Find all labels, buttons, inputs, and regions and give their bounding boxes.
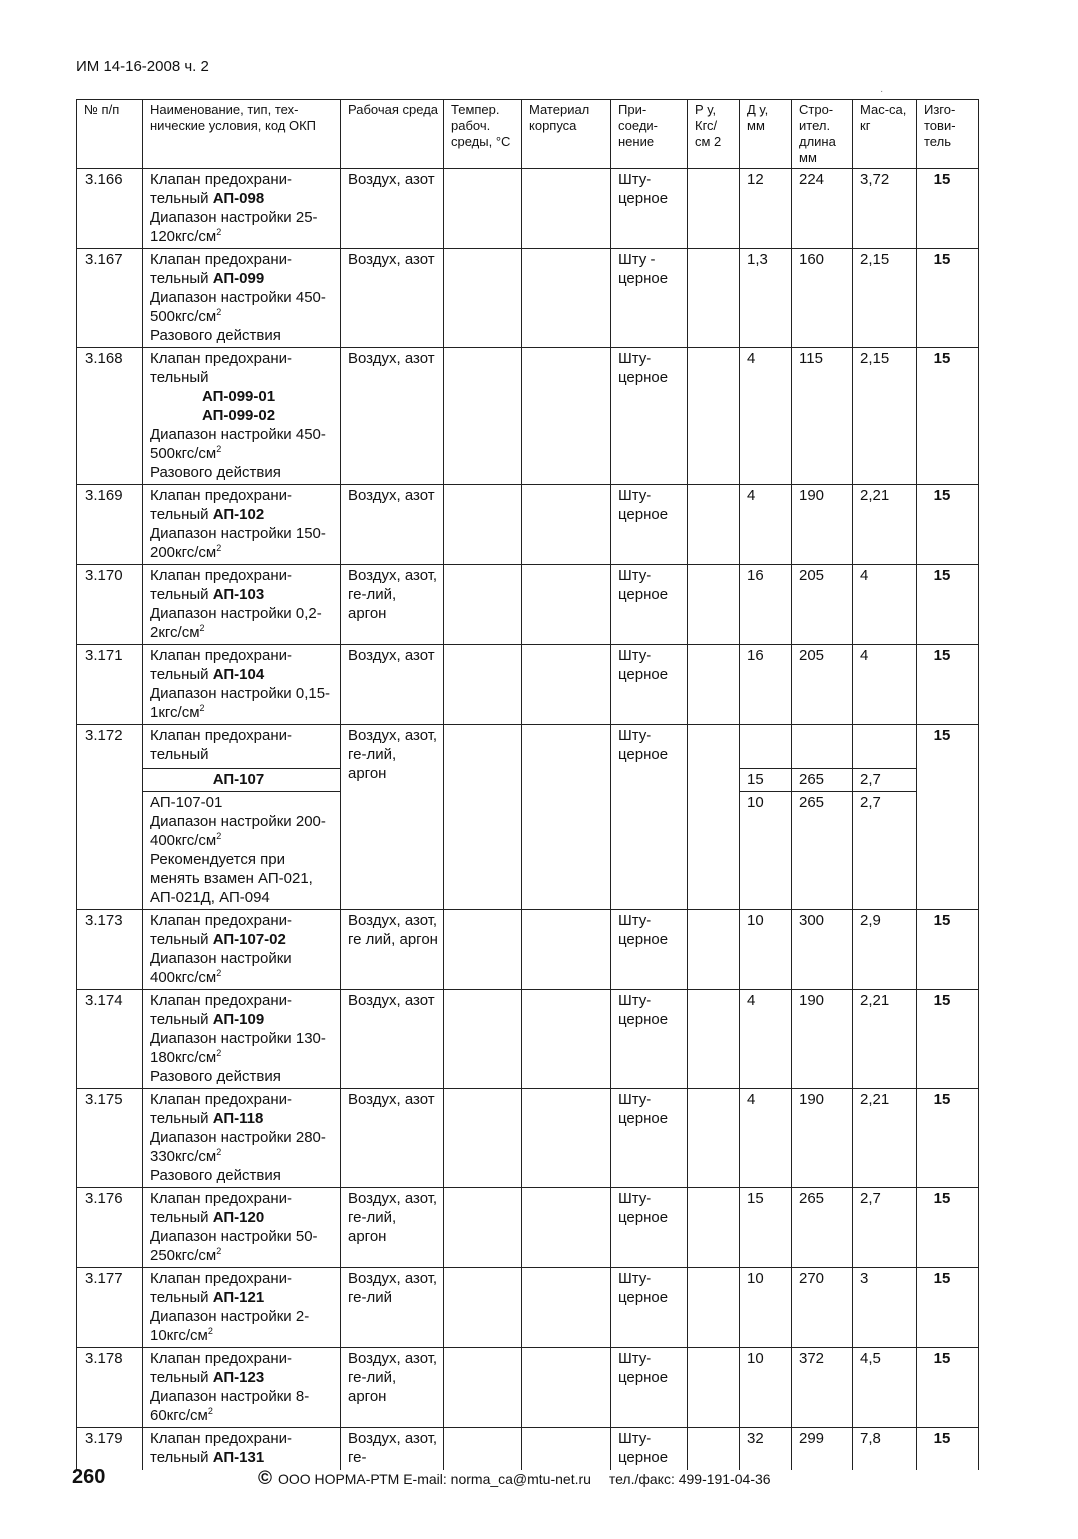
row-maker: 15 [917,725,979,910]
row-temp [444,990,522,1089]
footer-copyright [258,1468,771,1490]
row-medium: Воздух, азот [341,990,444,1089]
row-name: Клапан предохрани-тельный АП-104 Диапазон настройки $0,15-1кгс/см^2$ [143,645,341,725]
row-maker: 15 [917,565,979,645]
row-dy: 10 [740,1268,792,1348]
row-length: 270 [792,1268,853,1348]
row-dy: 1,3 [740,249,792,348]
row-num: 3.176 [77,1188,143,1268]
row-num: 3.179 [77,1428,143,1470]
row-connection: Шту-церное [611,1348,688,1428]
table-row [77,1428,979,1470]
col-medium-header: Рабочая среда [341,100,444,169]
row-dy: 4 [740,990,792,1089]
row-dy: 32 [740,1428,792,1470]
row-mass: 2,7 2,7 [853,725,917,910]
row-py [688,1089,740,1188]
row-num: 3.171 [77,645,143,725]
row-mass: 4 [853,565,917,645]
row-temp [444,725,522,910]
row-length: 300 [792,910,853,990]
table-row [77,348,979,485]
col-py-header: Р у, Кгс/ см 2 [688,100,740,169]
table-row [77,169,979,249]
row-material [522,1089,611,1188]
row-dy: 16 [740,565,792,645]
row-py [688,725,740,910]
row-num: 3.167 [77,249,143,348]
table-row [77,565,979,645]
table-row [77,645,979,725]
col-dy-header: Д у, мм [740,100,792,169]
row-maker: 15 [917,485,979,565]
row-mass: 2,21 [853,990,917,1089]
row-mass: 7,8 [853,1428,917,1470]
row-py [688,1268,740,1348]
row-length: 265 265 [792,725,853,910]
row-py [688,645,740,725]
row-py [688,910,740,990]
row-temp [444,485,522,565]
row-connection: Шту-церное [611,1089,688,1188]
row-temp [444,910,522,990]
row-connection: Шту - церное [611,249,688,348]
row-medium: Воздух, азот, ге- [341,1428,444,1470]
row-maker: 15 [917,1268,979,1348]
row-material [522,565,611,645]
row-mass: 2,15 [853,348,917,485]
table-row [77,990,979,1089]
row-length: 372 [792,1348,853,1428]
row-length: 190 [792,1089,853,1188]
row-num: 3.178 [77,1348,143,1428]
row-medium: Воздух, азот [341,249,444,348]
row-name: Клапан предохрани-тельный АП-107-02 Диапазон настройки $400кгс/см^2$ [143,910,341,990]
row-py [688,348,740,485]
row-name: Клапан предохрани-тельный АП-109 Диапазон настройки $130-180кгс/см^2$ Разового действия [143,990,341,1089]
table-row [77,1089,979,1188]
row-temp [444,645,522,725]
row-dy: 4 [740,348,792,485]
row-num: 3.174 [77,990,143,1089]
row-length: 160 [792,249,853,348]
row-material [522,485,611,565]
row-medium: Воздух, азот [341,645,444,725]
row-medium: Воздух, азот, ге-лий, аргон [341,1188,444,1268]
col-mass-header: Мас-са, кг [853,100,917,169]
row-mass: 3 [853,1268,917,1348]
row-num: 3.166 [77,169,143,249]
row-py [688,565,740,645]
footer-company: ООО НОРМА-РТМ [278,1471,400,1487]
row-num: 3.175 [77,1089,143,1188]
row-num: 3.168 [77,348,143,485]
row-name: Клапан предохрани-тельный АП-102 Диапазон настройки $150-200кгс/см^2$ [143,485,341,565]
row-name: Клапан предохрани-тельный АП-118 Диапазон настройки $280-330кгс/см^2$ Разового действия [143,1089,341,1188]
col-maker-header: Изго-тови-тель [917,100,979,169]
row-material [522,910,611,990]
row-mass: 2,21 [853,1089,917,1188]
row-length: 190 [792,990,853,1089]
row-material [522,1188,611,1268]
row-temp [444,565,522,645]
row-medium: Воздух, азот [341,169,444,249]
row-maker: 15 [917,1188,979,1268]
row-temp [444,1188,522,1268]
row-name: Клапан предохрани-тельный АП-107 АП-107-01 Диапазон настройки $200-400кгс/см^2$ Рекомендуется при менять взамен АП-021, АП-021Д, АП-094 [143,725,341,910]
row-maker: 15 [917,1089,979,1188]
row-dy: 10 [740,1348,792,1428]
row-material [522,348,611,485]
row-py [688,169,740,249]
row-mass: 4 [853,645,917,725]
row-num: 3.173 [77,910,143,990]
row-name: Клапан предохрани-тельный АП-098 Диапазон настройки $25-120кгс/см^2$ [143,169,341,249]
row-num: 3.177 [77,1268,143,1348]
row-medium: Воздух, азот [341,1089,444,1188]
row-num: 3.170 [77,565,143,645]
row-dy: 15 10 [740,725,792,910]
table-row [77,725,979,910]
row-mass: 4,5 [853,1348,917,1428]
row-maker: 15 [917,990,979,1089]
row-length: 299 [792,1428,853,1470]
row-length: 205 [792,645,853,725]
row-connection: Шту-церное [611,725,688,910]
col-connection-header: При-соеди-нение [611,100,688,169]
row-length: 115 [792,348,853,485]
row-temp [444,1268,522,1348]
row-connection: Шту-церное [611,990,688,1089]
row-length: 205 [792,565,853,645]
row-dy: 10 [740,910,792,990]
document-code: ИМ 14-16-2008 ч. 2 [76,58,209,75]
row-dy: 15 [740,1188,792,1268]
row-py [688,1188,740,1268]
table-row [77,1348,979,1428]
header-row [77,100,979,169]
col-name-header: Наименование, тип, тех-нические условия, код ОКП [143,100,341,169]
col-temp-header: Темпер. рабоч. среды, °С [444,100,522,169]
row-name: Клапан предохрани-тельный АП-103 Диапазон настройки $0,2-2кгс/см^2$ [143,565,341,645]
row-maker: 15 [917,249,979,348]
row-medium: Воздух, азот, ге-лий [341,1268,444,1348]
row-connection: Шту-церное [611,485,688,565]
footer-phone: тел./факс: 499-191-04-36 [608,1471,771,1487]
row-temp [444,1089,522,1188]
row-py [688,485,740,565]
row-dy: 16 [740,645,792,725]
row-py [688,1428,740,1470]
row-mass: 2,9 [853,910,917,990]
col-length-header: Стро-ител. длина мм [792,100,853,169]
row-medium: Воздух, азот [341,348,444,485]
row-material [522,1348,611,1428]
row-material [522,645,611,725]
row-medium: Воздух, азот, ге-лий, аргон [341,1348,444,1428]
row-medium: Воздух, азот [341,485,444,565]
scan-mark: · [880,86,884,97]
row-temp [444,1348,522,1428]
table-row [77,249,979,348]
row-py [688,249,740,348]
row-num: 3.172 [77,725,143,910]
row-dy: 12 [740,169,792,249]
row-connection: Шту-церное [611,645,688,725]
row-material [522,249,611,348]
table-row [77,910,979,990]
row-name: Клапан предохрани-тельный АП-120 Диапазон настройки $50-250кгс/см^2$ [143,1188,341,1268]
row-mass: 2,15 [853,249,917,348]
footer-email: E-mail: norma_ca@mtu-net.ru [403,1471,591,1487]
row-temp [444,249,522,348]
copyright-icon: © [258,1468,272,1489]
row-name: Клапан предохрани-тельный АП-099-01 АП-099-02 Диапазон настройки $450-500кгс/см^2$ Разового действия [143,348,341,485]
table-row [77,1268,979,1348]
row-length: 190 [792,485,853,565]
row-maker: 15 [917,1348,979,1428]
row-connection: Шту-церное [611,910,688,990]
row-connection: Шту-церное [611,1188,688,1268]
valves-table [76,99,979,1470]
row-maker: 15 [917,910,979,990]
row-connection: Шту-церное [611,1428,688,1470]
row-mass: 2,21 [853,485,917,565]
row-py [688,990,740,1089]
row-material [522,1268,611,1348]
row-connection: Шту-церное [611,169,688,249]
row-name: Клапан предохрани-тельный АП-099 Диапазон настройки $450-500кгс/см^2$ Разового действия [143,249,341,348]
col-material-header: Материал корпуса [522,100,611,169]
table-row [77,1188,979,1268]
row-medium: Воздух, азот, ге лий, аргон [341,910,444,990]
col-num-header: № п/п [77,100,143,169]
row-medium: Воздух, азот, ге-лий, аргон [341,565,444,645]
row-temp [444,348,522,485]
row-maker: 15 [917,645,979,725]
row-material [522,1428,611,1470]
row-dy: 4 [740,1089,792,1188]
row-material [522,169,611,249]
row-name: Клапан предохрани-тельный АП-121 Диапазон настройки $2-10кгс/см^2$ [143,1268,341,1348]
page-number: 260 [72,1466,106,1488]
row-mass: 3,72 [853,169,917,249]
row-py [688,1348,740,1428]
row-temp [444,169,522,249]
row-name: Клапан предохрани-тельный АП-123 Диапазон настройки $8-60кгс/см^2$ [143,1348,341,1428]
row-connection: Шту-церное [611,348,688,485]
row-num: 3.169 [77,485,143,565]
table-row [77,485,979,565]
row-material [522,725,611,910]
row-name: Клапан предохрани-тельный АП-131 [143,1428,341,1470]
row-maker: 15 [917,1428,979,1470]
row-length: 224 [792,169,853,249]
row-temp [444,1428,522,1470]
row-length: 265 [792,1188,853,1268]
row-maker: 15 [917,348,979,485]
row-maker: 15 [917,169,979,249]
row-mass: 2,7 [853,1188,917,1268]
row-connection: Шту-церное [611,1268,688,1348]
row-connection: Шту-церное [611,565,688,645]
row-material [522,990,611,1089]
row-medium: Воздух, азот, ге-лий, аргон [341,725,444,910]
row-dy: 4 [740,485,792,565]
